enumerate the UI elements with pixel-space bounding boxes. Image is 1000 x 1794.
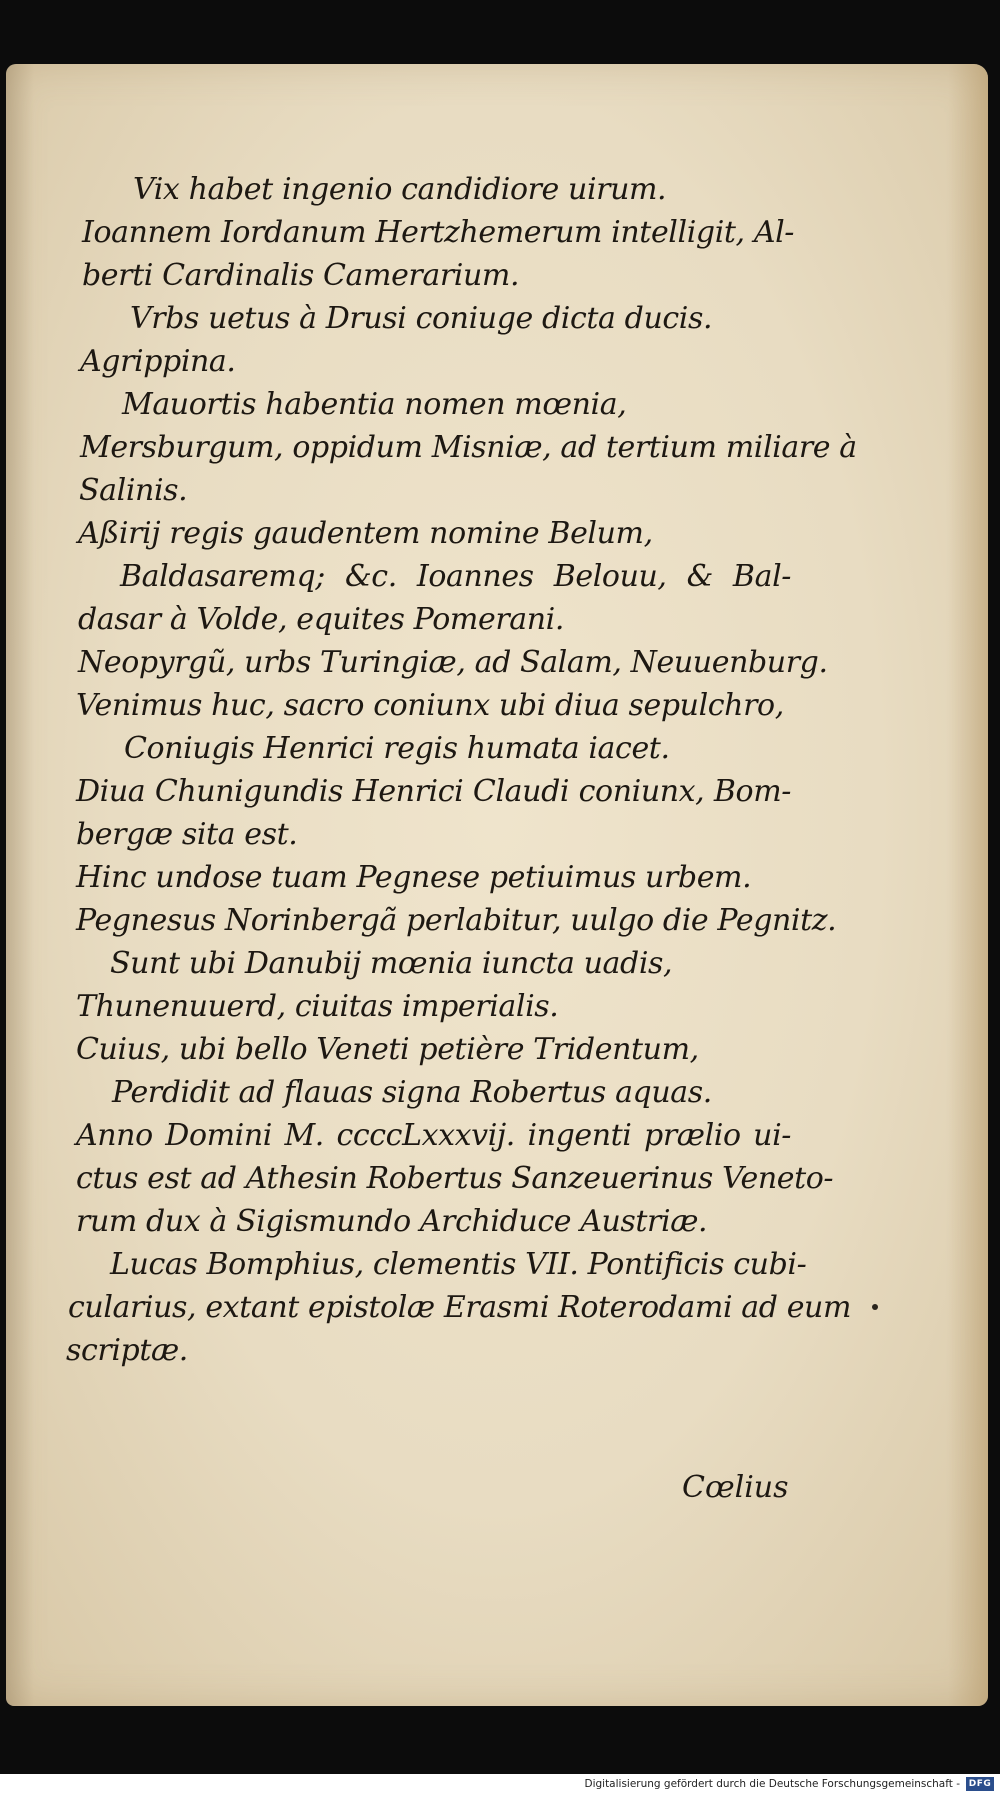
page-gutter-shadow	[6, 64, 34, 1706]
text-line: Baldasaremq; &c. Ioannes Belouu, & Bal-	[120, 559, 791, 594]
dfg-logo-icon: DFG	[966, 1777, 994, 1791]
text-line: Coniugis Henrici regis humata iacet.	[124, 731, 670, 766]
text-line: Anno Domini M. ccccLxxxvij. ingenti prælio ui-	[76, 1118, 791, 1153]
text-line: scriptæ.	[66, 1333, 188, 1368]
text-line: Diua Chunigundis Henrici Claudi coniunx, Bom-	[76, 774, 791, 809]
text-line: Ioannem Iordanum Hertzhemerum intelligit, Al-	[82, 215, 795, 250]
text-line: Pegnesus Norinbergã perlabitur, uulgo die Pegnitz.	[76, 903, 837, 938]
text-line: Aßirij regis gaudentem nomine Belum,	[78, 516, 653, 551]
text-line: dasar à Volde, equites Pomerani.	[78, 602, 564, 637]
text-line: Thunenuuerd, ciuitas imperialis.	[76, 989, 559, 1024]
text-line: Hinc undose tuam Pegnese petiuimus urbem.	[76, 860, 752, 895]
page-text	[66, 168, 857, 1372]
book-page	[6, 64, 988, 1706]
text-line: bergæ sita est.	[76, 817, 298, 852]
text-line: berti Cardinalis Camerarium.	[82, 258, 520, 293]
text-line: Salinis.	[79, 473, 188, 508]
text-line: Venimus huc, sacro coniunx ubi diua sepulchro,	[76, 688, 784, 723]
text-line: Cuius, ubi bello Veneti petière Tridentum,	[76, 1032, 699, 1067]
text-line: Lucas Bomphius, clementis VII. Pontificis cubi-	[110, 1247, 807, 1282]
text-line: rum dux à Sigismundo Archiduce Austriæ.	[76, 1204, 708, 1239]
ink-speck	[872, 1304, 878, 1310]
text-line: Vix habet ingenio candidiore uirum.	[133, 172, 667, 207]
text-line: cularius, extant epistolæ Erasmi Roterodami ad eum	[68, 1290, 852, 1325]
text-line: Perdidit ad flauas signa Robertus aquas.	[112, 1075, 712, 1110]
text-line: ctus est ad Athesin Robertus Sanzeuerinus Veneto-	[76, 1161, 834, 1196]
text-line: Sunt ubi Danubij mœnia iuncta uadis,	[110, 946, 673, 981]
text-line: Neopyrgũ, urbs Turingiæ, ad Salam, Neuuenburg.	[78, 645, 828, 680]
digitization-credit: Digitalisierung gefördert durch die Deutsche Forschungsgemeinschaft -	[584, 1778, 960, 1790]
text-line: Mersburgum, oppidum Misniæ, ad tertium miliare à	[80, 430, 857, 465]
text-line: Vrbs uetus à Drusi coniuge dicta ducis.	[130, 301, 713, 336]
page-edge-shading	[948, 64, 988, 1706]
text-line: Agrippina.	[80, 344, 236, 379]
text-line: Mauortis habentia nomen mœnia,	[122, 387, 627, 422]
catchword: Cœlius	[682, 1470, 789, 1505]
